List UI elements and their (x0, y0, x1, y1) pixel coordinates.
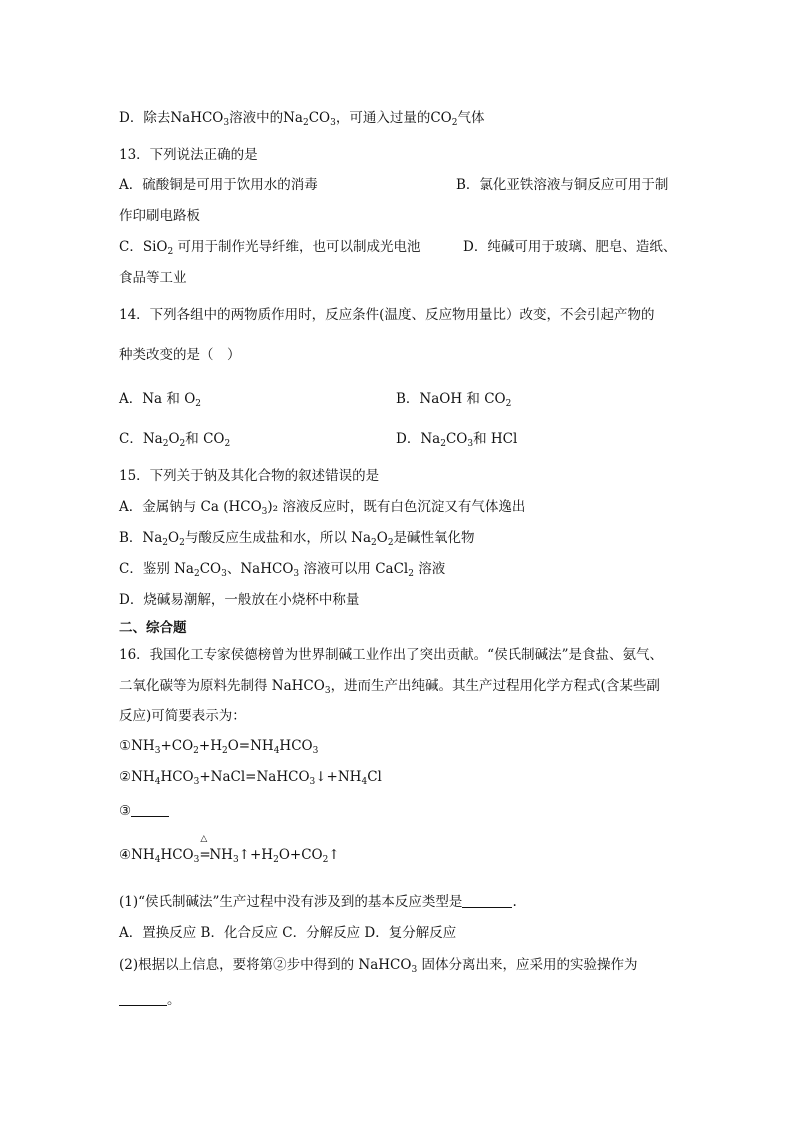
q16-sub1: (1)“侯氏制碱法”生产过程中没有涉及到的基本反应类型是 . (119, 894, 517, 910)
equation-4: $④NH_4HCO_3$ △ $=NH_3↑+H_2O+CO_2↑$ (119, 834, 340, 865)
answer-blank[interactable] (119, 1005, 167, 1006)
q15-option-d: D．烧碱易潮解，一般放在小烧杯中称量 (119, 592, 360, 608)
section-title: 二、综合题 (119, 620, 187, 636)
q14-option-b: B．NaOH 和 $CO_2$ (396, 391, 512, 409)
equation-1: $①NH_3+CO_2+H_2O=NH_4HCO_3$ (119, 738, 319, 756)
q13-option-d-cont: 食品等工业 (119, 270, 187, 286)
q14-stem: 14．下列各组中的两物质作用时，反应条件(温度、反应物用量比）改变，不会引起产物的 (119, 307, 655, 323)
q13-option-d: D．纯碱可用于玻璃、肥皂、造纸、 (463, 239, 677, 255)
q14-stem-cont: 种类改变的是（ ） (119, 347, 241, 363)
q15-option-b: B．$Na_2O_2$与酸反应生成盐和水，所以 $Na_2O_2$是碱性氧化物 (119, 530, 475, 548)
q13-option-c: C．SiO$_2$ 可用于制作光导纤维，也可以制成光电池 (119, 239, 421, 257)
q14-option-c: C．$Na_2O_2$和 $CO_2$ (119, 431, 231, 449)
q16-stem-cont2: 反应)可简要表示为： (119, 708, 246, 724)
q15-option-c: C．鉴别 $Na_2CO_3$、NaHCO$_3$ 溶液可以用 CaCl$_2$ 溶液 (119, 561, 446, 579)
answer-blank[interactable] (131, 816, 169, 817)
heat-sign: △ = (199, 834, 211, 863)
q14-option-d: D．$Na_2CO_3$和 HCl (396, 431, 518, 449)
q15-stem: 15．下列关于钠及其化合物的叙述错误的是 (119, 468, 380, 484)
q13-stem: 13．下列说法正确的是 (119, 147, 258, 163)
q15-option-a: A．金属钠与 Ca $(HCO_3)_2$ 溶液反应时，既有白色沉淀又有气体逸出 (119, 499, 526, 517)
q16-stem: 16．我国化工专家侯德榜曾为世界制碱工业作出了突出贡献。“侯氏制碱法”是食盐、氨气、 (119, 647, 663, 663)
q13-option-a: A．硫酸铜是可用于饮用水的消毒 (119, 177, 318, 193)
q13-option-b: B．氯化亚铁溶液与铜反应可用于制 (456, 177, 669, 193)
equation-3: ③ (119, 801, 169, 821)
q16-stem-cont: 二氧化碳等为原料先制得 NaHCO$_3$，进而生产出纯碱。其生产过程用化学方程式(含某些副 (119, 678, 660, 696)
answer-blank[interactable] (462, 907, 512, 908)
q16-sub2: (2)根据以上信息，要将第②步中得到的 NaHCO$_3$ 固体分离出来，应采用的实验操作为 (119, 957, 638, 975)
q12-option-d: D．除去NaHCO$_3$溶液中的$Na_2CO_3$，可通入过量的$CO_2$气体 (119, 110, 485, 128)
q14-option-a: A．Na 和 $O_2$ (119, 391, 202, 409)
q16-sub1-options: A．置换反应 B．化合反应 C．分解反应 D．复分解反应 (119, 925, 457, 941)
q16-sub2-cont: 。 (119, 990, 181, 1010)
q13-option-b-cont: 作印刷电路板 (119, 208, 200, 224)
equation-2: $②NH_4HCO_3+NaCl=NaHCO_3↓+NH_4Cl$ (119, 769, 382, 787)
